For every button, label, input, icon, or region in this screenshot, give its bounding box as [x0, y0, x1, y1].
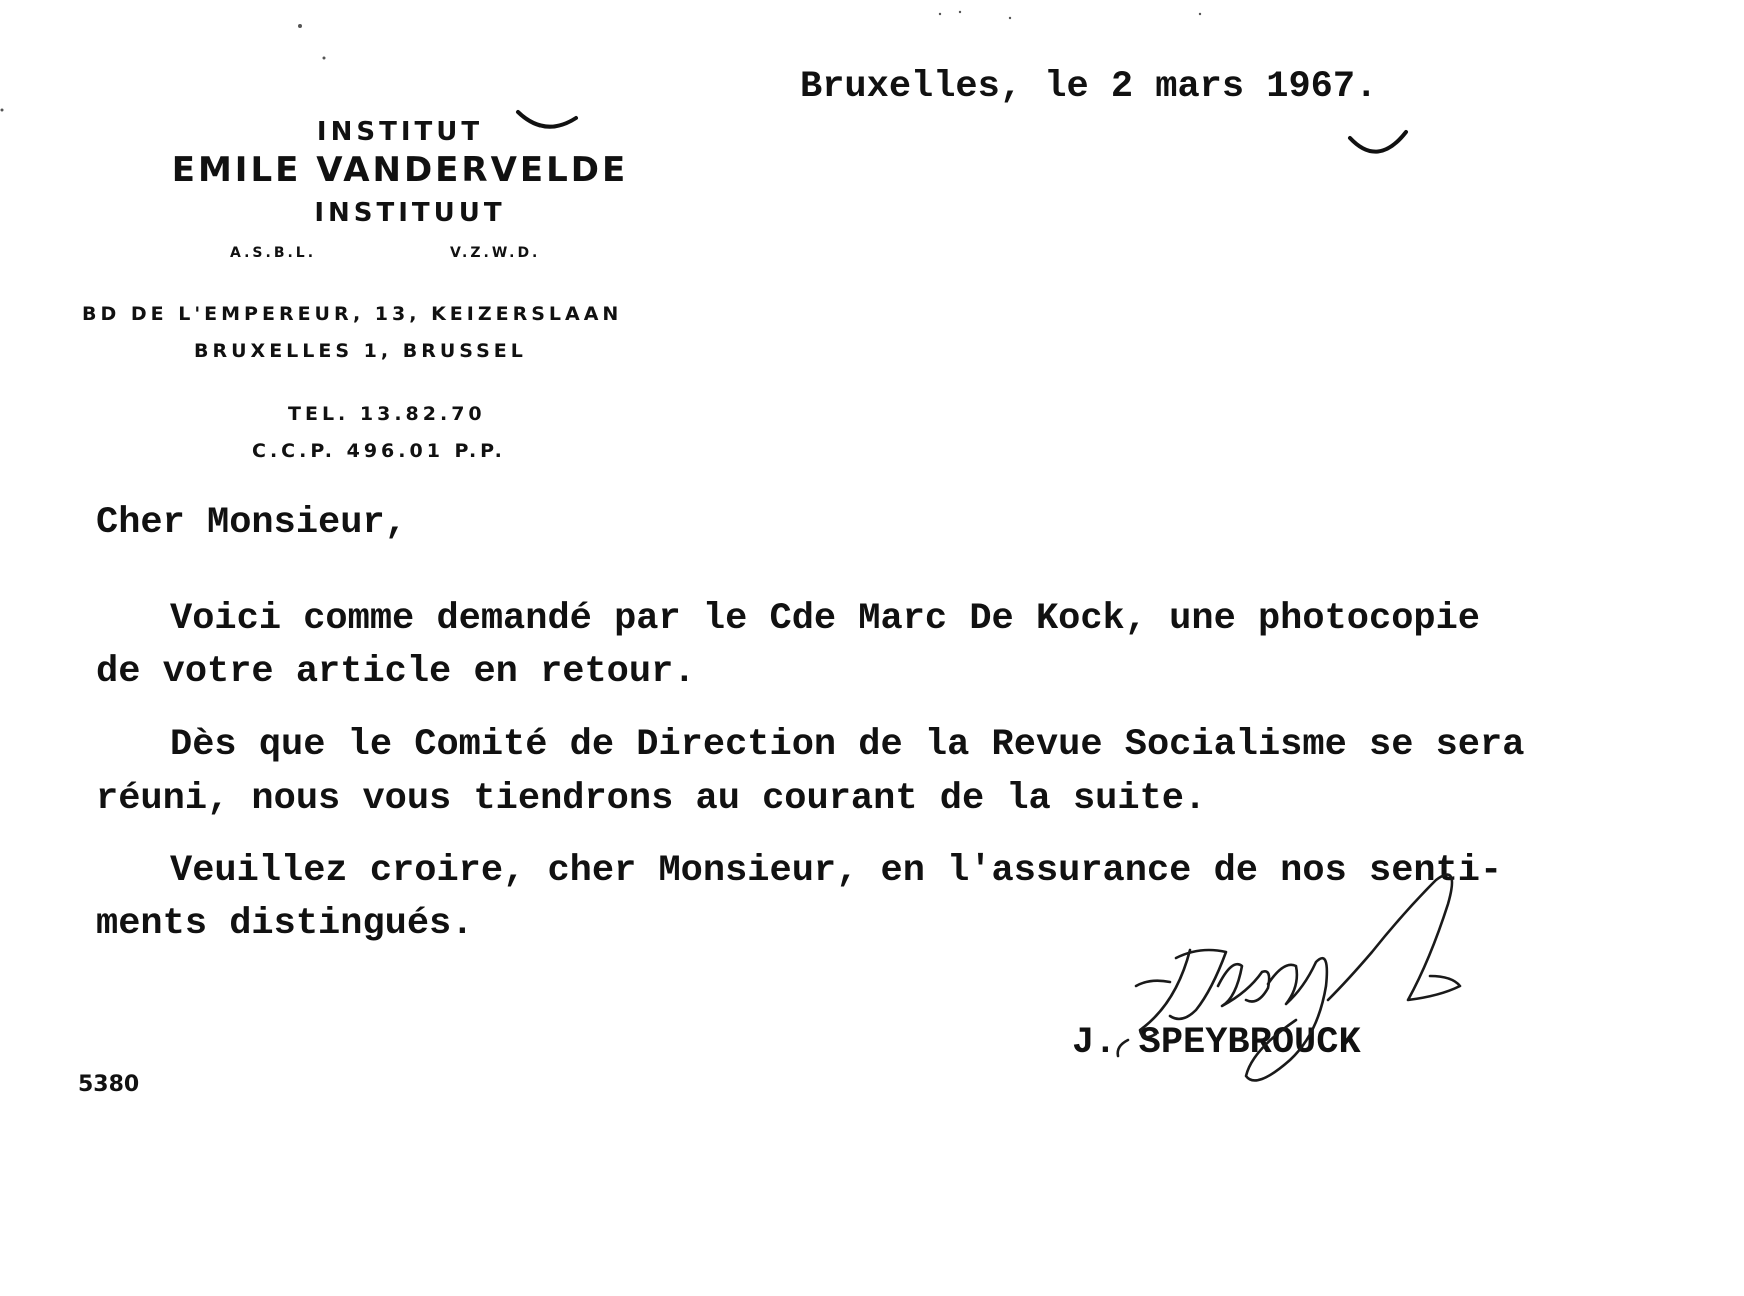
- letterhead-address-street: BD DE L'EMPEREUR, 13, KEIZERSLAAN: [82, 303, 623, 325]
- letterhead-name: EMILE VANDERVELDE: [171, 150, 629, 190]
- paragraph-2-line-1: Dès que le Comité de Direction de la Revue Socialisme se sera: [170, 724, 1525, 766]
- paragraph-3-line-1: Veuillez croire, cher Monsieur, en l'assurance de nos senti-: [170, 850, 1503, 892]
- letterhead-legal-fr: A.S.B.L.: [230, 245, 317, 261]
- signer-name: J. SPEYBROUCK: [1072, 1022, 1361, 1064]
- reference-number: 5380: [78, 1072, 140, 1097]
- letterhead-institut: INSTITUT: [316, 117, 484, 147]
- paragraph-2-line-2: réuni, nous vous tiendrons au courant de la suite.: [96, 778, 1207, 820]
- letterhead-ccp: C.C.P. 496.01 P.P.: [252, 440, 506, 462]
- letter-date: Bruxelles, le 2 mars 1967.: [800, 66, 1378, 108]
- letterhead-instituut: INSTITUUT: [314, 198, 506, 228]
- letterhead-address-city: BRUXELLES 1, BRUSSEL: [194, 340, 527, 362]
- paragraph-3-line-2: ments distingués.: [96, 903, 474, 945]
- letter-salutation: Cher Monsieur,: [96, 502, 407, 544]
- letterhead-telephone: TEL. 13.82.70: [288, 403, 486, 425]
- letterhead-arc-mark: [518, 112, 576, 127]
- date-arc-mark: [1350, 132, 1406, 152]
- paragraph-1-line-1: Voici comme demandé par le Cde Marc De Kock, une photocopie: [170, 598, 1481, 640]
- paragraph-1-line-2: de votre article en retour.: [96, 651, 696, 693]
- letterhead-legal-nl: V.Z.W.D.: [450, 245, 541, 261]
